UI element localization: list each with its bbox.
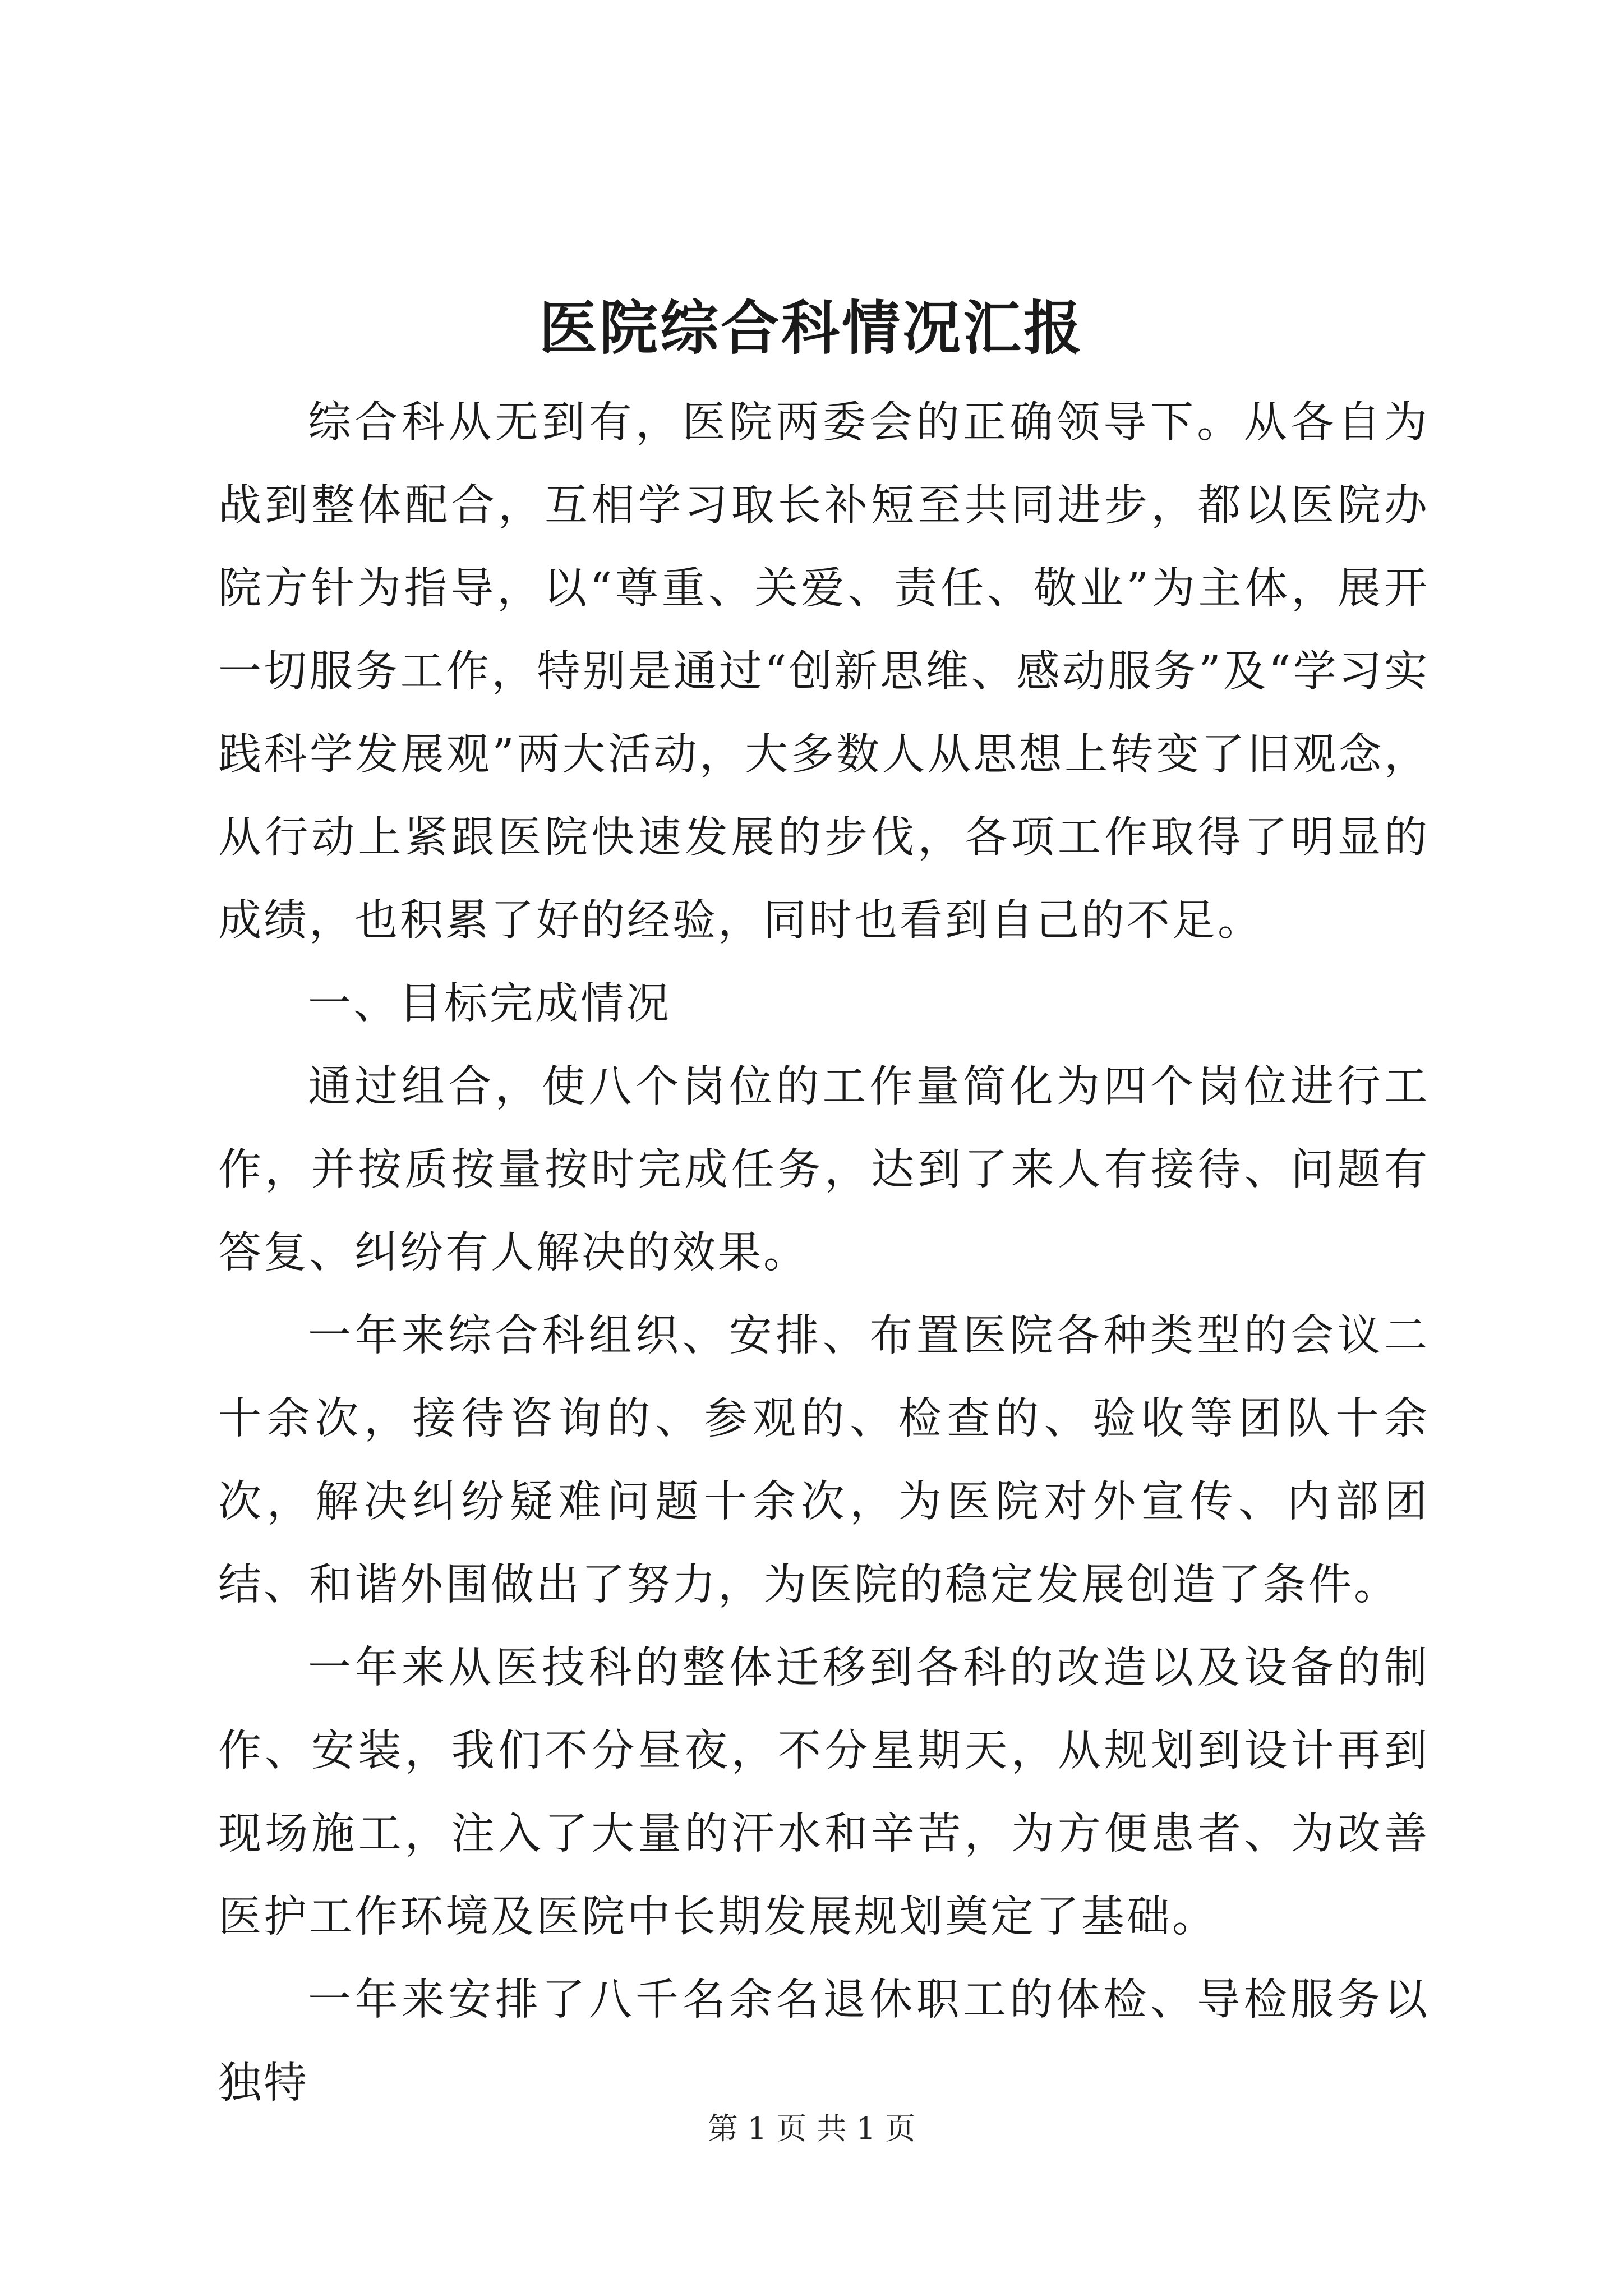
document-body	[218, 381, 1430, 2125]
page-number-footer: 第 1 页 共 1 页	[707, 2111, 916, 2146]
paragraph-health-checks: 一年来安排了八千名余名退休职工的体检、导检服务以独特	[218, 1975, 1430, 2108]
paragraph-meetings: 一年来综合科组织、安排、布置医院各种类型的会议二十余次，接待咨询的、参观的、检查的、验收等团队十余次，解决纠纷疑难问题十余次，为医院对外宣传、内部团结、和谐外围做出了努力，为医院的稳定发展创造了条件。	[218, 1311, 1430, 1610]
section-heading-goals: 一、目标完成情况	[308, 979, 671, 1029]
paragraph-renovation: 一年来从医技科的整体迁移到各科的改造以及设备的制作、安装，我们不分昼夜，不分星期天，从规划到设计再到现场施工，注入了大量的汗水和辛苦，为方便患者、为改善医护工作环境及医院中长期发展规划奠定了基础。	[218, 1643, 1430, 1942]
paragraph-goals: 通过组合，使八个岗位的工作量简化为四个岗位进行工作，并按质按量按时完成任务，达到了来人有接待、问题有答复、纠纷有人解决的效果。	[218, 1062, 1430, 1278]
document-title: 医院综合科情况汇报	[538, 293, 1084, 362]
paragraph-intro: 综合科从无到有，医院两委会的正确领导下。从各自为战到整体配合，互相学习取长补短至共同进步，都以医院办院方针为指导，以“尊重、关爱、责任、敬业”为主体，展开一切服务工作，特别是通过“创新思维、感动服务”及“学习实践科学发展观”两大活动，大多数人从思想上转变了旧观念，从行动上紧跟医院快速发展的步伐，各项工作取得了明显的成绩，也积累了好的经验，同时也看到自己的不足。	[218, 398, 1430, 946]
